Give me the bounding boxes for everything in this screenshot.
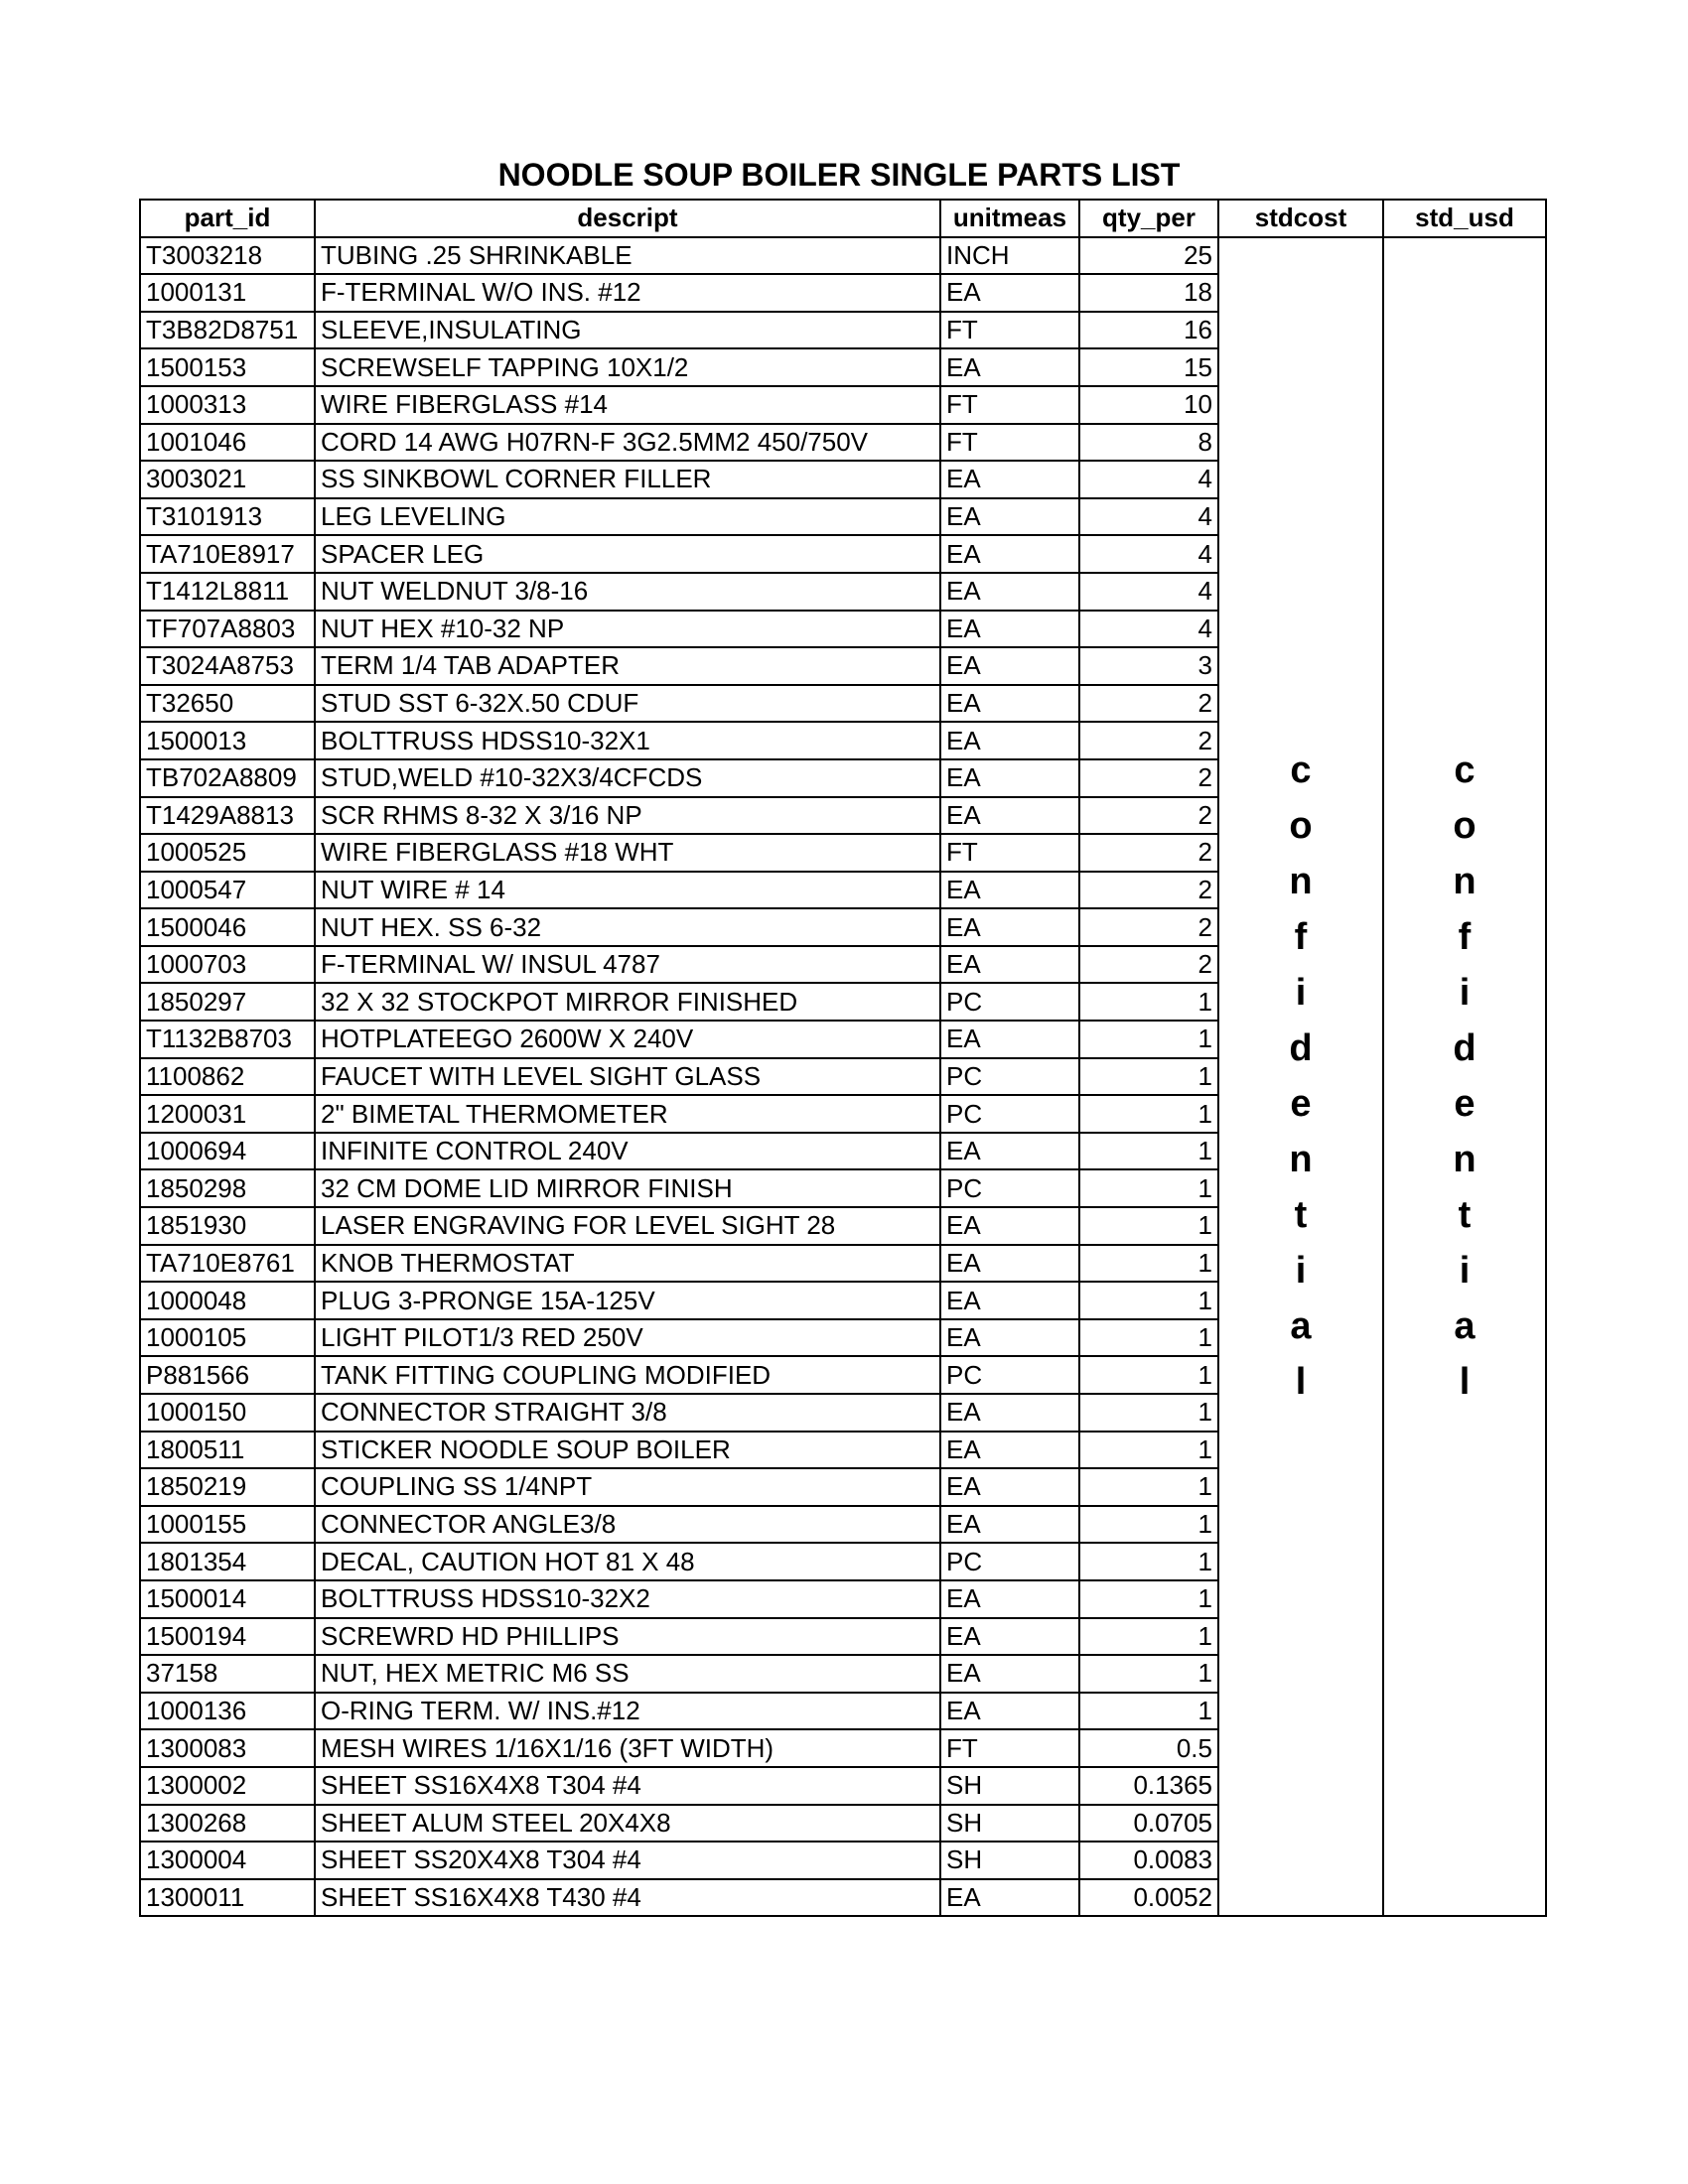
unitmeas-cell: FT bbox=[940, 1729, 1079, 1767]
confidential-letter: f bbox=[1294, 916, 1308, 959]
unitmeas-cell: EA bbox=[940, 535, 1079, 573]
descript-cell: TUBING .25 SHRINKABLE bbox=[315, 237, 940, 275]
descript-cell: SHEET SS20X4X8 T304 #4 bbox=[315, 1842, 940, 1879]
unitmeas-cell: SH bbox=[940, 1805, 1079, 1843]
descript-cell: F-TERMINAL W/ INSUL 4787 bbox=[315, 946, 940, 984]
part-id-cell: 1100862 bbox=[140, 1058, 315, 1096]
descript-cell: SHEET SS16X4X8 T430 #4 bbox=[315, 1879, 940, 1917]
descript-cell: 2" BIMETAL THERMOMETER bbox=[315, 1095, 940, 1133]
unitmeas-cell: EA bbox=[940, 1207, 1079, 1245]
part-id-cell: 1000048 bbox=[140, 1282, 315, 1319]
descript-cell: 32 CM DOME LID MIRROR FINISH bbox=[315, 1169, 940, 1207]
std-usd-confidential-cell bbox=[1383, 237, 1546, 1917]
confidential-letter: i bbox=[1459, 972, 1471, 1015]
stdcost-confidential-cell bbox=[1218, 237, 1383, 1917]
confidential-letter: d bbox=[1289, 1027, 1313, 1070]
unitmeas-cell: SH bbox=[940, 1842, 1079, 1879]
unitmeas-cell: PC bbox=[940, 1095, 1079, 1133]
qty-per-cell: 4 bbox=[1079, 573, 1218, 611]
part-id-cell: 1500013 bbox=[140, 722, 315, 759]
descript-cell: NUT, HEX METRIC M6 SS bbox=[315, 1655, 940, 1693]
descript-cell: SPACER LEG bbox=[315, 535, 940, 573]
unitmeas-cell: EA bbox=[940, 573, 1079, 611]
std-usd-confidential-text bbox=[1453, 743, 1476, 1410]
unitmeas-cell: EA bbox=[940, 1021, 1079, 1058]
descript-cell: F-TERMINAL W/O INS. #12 bbox=[315, 274, 940, 312]
part-id-cell: 1300011 bbox=[140, 1879, 315, 1917]
unitmeas-cell: FT bbox=[940, 834, 1079, 872]
part-id-cell: T1412L8811 bbox=[140, 573, 315, 611]
col-header-stdcost: stdcost bbox=[1218, 200, 1383, 237]
qty-per-cell: 4 bbox=[1079, 611, 1218, 648]
confidential-letter: l bbox=[1459, 1361, 1471, 1404]
descript-cell: STUD SST 6-32X.50 CDUF bbox=[315, 685, 940, 723]
qty-per-cell: 1 bbox=[1079, 1506, 1218, 1544]
confidential-letter: i bbox=[1295, 972, 1307, 1015]
qty-per-cell: 2 bbox=[1079, 797, 1218, 835]
unitmeas-cell: EA bbox=[940, 1693, 1079, 1730]
descript-cell: NUT HEX. SS 6-32 bbox=[315, 908, 940, 946]
part-id-cell: T32650 bbox=[140, 685, 315, 723]
part-id-cell: 1000313 bbox=[140, 386, 315, 424]
part-id-cell: T3101913 bbox=[140, 498, 315, 536]
unitmeas-cell: EA bbox=[940, 1319, 1079, 1357]
part-id-cell: 1850297 bbox=[140, 983, 315, 1021]
col-header-descript: descript bbox=[315, 200, 940, 237]
unitmeas-cell: EA bbox=[940, 1133, 1079, 1170]
qty-per-cell: 2 bbox=[1079, 759, 1218, 797]
unitmeas-cell: EA bbox=[940, 1655, 1079, 1693]
qty-per-cell: 1 bbox=[1079, 1432, 1218, 1469]
part-id-cell: TF707A8803 bbox=[140, 611, 315, 648]
unitmeas-cell: EA bbox=[940, 946, 1079, 984]
stdcost-confidential-text bbox=[1289, 743, 1312, 1410]
confidential-letter: n bbox=[1453, 861, 1477, 903]
unitmeas-cell: EA bbox=[940, 1580, 1079, 1618]
part-id-cell: 1500014 bbox=[140, 1580, 315, 1618]
part-id-cell: 1500046 bbox=[140, 908, 315, 946]
unitmeas-cell: EA bbox=[940, 1506, 1079, 1544]
confidential-letter: i bbox=[1459, 1250, 1471, 1293]
descript-cell: WIRE FIBERGLASS #18 WHT bbox=[315, 834, 940, 872]
qty-per-cell: 1 bbox=[1079, 1356, 1218, 1394]
part-id-cell: 1851930 bbox=[140, 1207, 315, 1245]
part-id-cell: T1429A8813 bbox=[140, 797, 315, 835]
part-id-cell: 1800511 bbox=[140, 1432, 315, 1469]
descript-cell: SHEET SS16X4X8 T304 #4 bbox=[315, 1767, 940, 1805]
qty-per-cell: 1 bbox=[1079, 983, 1218, 1021]
unitmeas-cell: EA bbox=[940, 1468, 1079, 1506]
part-id-cell: 1000694 bbox=[140, 1133, 315, 1170]
part-id-cell: 1000136 bbox=[140, 1693, 315, 1730]
descript-cell: CONNECTOR ANGLE3/8 bbox=[315, 1506, 940, 1544]
confidential-letter: a bbox=[1290, 1305, 1312, 1348]
unitmeas-cell: FT bbox=[940, 386, 1079, 424]
descript-cell: NUT WELDNUT 3/8-16 bbox=[315, 573, 940, 611]
unitmeas-cell: EA bbox=[940, 759, 1079, 797]
descript-cell: BOLTTRUSS HDSS10-32X2 bbox=[315, 1580, 940, 1618]
part-id-cell: 1000155 bbox=[140, 1506, 315, 1544]
qty-per-cell: 1 bbox=[1079, 1319, 1218, 1357]
descript-cell: SCREWSELF TAPPING 10X1/2 bbox=[315, 348, 940, 386]
part-id-cell: 1000525 bbox=[140, 834, 315, 872]
qty-per-cell: 1 bbox=[1079, 1058, 1218, 1096]
unitmeas-cell: EA bbox=[940, 498, 1079, 536]
unitmeas-cell: EA bbox=[940, 1282, 1079, 1319]
descript-cell: TERM 1/4 TAB ADAPTER bbox=[315, 647, 940, 685]
descript-cell: TANK FITTING COUPLING MODIFIED bbox=[315, 1356, 940, 1394]
qty-per-cell: 0.0705 bbox=[1079, 1805, 1218, 1843]
part-id-cell: 1000703 bbox=[140, 946, 315, 984]
qty-per-cell: 18 bbox=[1079, 274, 1218, 312]
unitmeas-cell: EA bbox=[940, 722, 1079, 759]
unitmeas-cell: EA bbox=[940, 685, 1079, 723]
unitmeas-cell: EA bbox=[940, 1618, 1079, 1656]
qty-per-cell: 1 bbox=[1079, 1543, 1218, 1580]
descript-cell: HOTPLATEEGO 2600W X 240V bbox=[315, 1021, 940, 1058]
confidential-letter: i bbox=[1295, 1250, 1307, 1293]
col-header-unitmeas: unitmeas bbox=[940, 200, 1079, 237]
unitmeas-cell: EA bbox=[940, 461, 1079, 498]
part-id-cell: TB702A8809 bbox=[140, 759, 315, 797]
qty-per-cell: 0.5 bbox=[1079, 1729, 1218, 1767]
confidential-letter: c bbox=[1454, 750, 1476, 792]
part-id-cell: 1000547 bbox=[140, 872, 315, 909]
qty-per-cell: 2 bbox=[1079, 722, 1218, 759]
part-id-cell: T1132B8703 bbox=[140, 1021, 315, 1058]
descript-cell: SCR RHMS 8-32 X 3/16 NP bbox=[315, 797, 940, 835]
parts-table bbox=[139, 199, 1547, 1917]
descript-cell: MESH WIRES 1/16X1/16 (3FT WIDTH) bbox=[315, 1729, 940, 1767]
qty-per-cell: 8 bbox=[1079, 424, 1218, 462]
unitmeas-cell: EA bbox=[940, 647, 1079, 685]
unitmeas-cell: PC bbox=[940, 1058, 1079, 1096]
unitmeas-cell: EA bbox=[940, 908, 1079, 946]
descript-cell: STICKER NOODLE SOUP BOILER bbox=[315, 1432, 940, 1469]
confidential-letter: l bbox=[1295, 1361, 1307, 1404]
unitmeas-cell: EA bbox=[940, 1879, 1079, 1917]
qty-per-cell: 1 bbox=[1079, 1095, 1218, 1133]
part-id-cell: 1001046 bbox=[140, 424, 315, 462]
qty-per-cell: 2 bbox=[1079, 834, 1218, 872]
confidential-letter: n bbox=[1289, 1139, 1313, 1181]
qty-per-cell: 1 bbox=[1079, 1282, 1218, 1319]
descript-cell: SS SINKBOWL CORNER FILLER bbox=[315, 461, 940, 498]
part-id-cell: TA710E8761 bbox=[140, 1245, 315, 1283]
qty-per-cell: 2 bbox=[1079, 872, 1218, 909]
part-id-cell: 1500153 bbox=[140, 348, 315, 386]
parts-body bbox=[140, 237, 1546, 1917]
part-id-cell: 1300002 bbox=[140, 1767, 315, 1805]
col-header-qty-per: qty_per bbox=[1079, 200, 1218, 237]
descript-cell: LASER ENGRAVING FOR LEVEL SIGHT 28 bbox=[315, 1207, 940, 1245]
descript-cell: LEG LEVELING bbox=[315, 498, 940, 536]
descript-cell: KNOB THERMOSTAT bbox=[315, 1245, 940, 1283]
unitmeas-cell: FT bbox=[940, 424, 1079, 462]
descript-cell: WIRE FIBERGLASS #14 bbox=[315, 386, 940, 424]
page-title: NOODLE SOUP BOILER SINGLE PARTS LIST bbox=[497, 157, 1181, 193]
part-id-cell: 1801354 bbox=[140, 1543, 315, 1580]
unitmeas-cell: EA bbox=[940, 348, 1079, 386]
col-header-part-id: part_id bbox=[140, 200, 315, 237]
descript-cell: PLUG 3-PRONGE 15A-125V bbox=[315, 1282, 940, 1319]
qty-per-cell: 1 bbox=[1079, 1580, 1218, 1618]
part-id-cell: T3003218 bbox=[140, 237, 315, 275]
part-id-cell: 1300004 bbox=[140, 1842, 315, 1879]
descript-cell: CONNECTOR STRAIGHT 3/8 bbox=[315, 1394, 940, 1432]
confidential-letter: o bbox=[1453, 805, 1477, 848]
descript-cell: 32 X 32 STOCKPOT MIRROR FINISHED bbox=[315, 983, 940, 1021]
part-id-cell: T3024A8753 bbox=[140, 647, 315, 685]
descript-cell: SCREWRD HD PHILLIPS bbox=[315, 1618, 940, 1656]
descript-cell: NUT HEX #10-32 NP bbox=[315, 611, 940, 648]
qty-per-cell: 3 bbox=[1079, 647, 1218, 685]
qty-per-cell: 4 bbox=[1079, 535, 1218, 573]
confidential-letter: t bbox=[1458, 1194, 1472, 1237]
descript-cell: BOLTTRUSS HDSS10-32X1 bbox=[315, 722, 940, 759]
qty-per-cell: 1 bbox=[1079, 1245, 1218, 1283]
qty-per-cell: 2 bbox=[1079, 946, 1218, 984]
unitmeas-cell: PC bbox=[940, 1169, 1079, 1207]
confidential-letter: a bbox=[1454, 1305, 1476, 1348]
descript-cell: SLEEVE,INSULATING bbox=[315, 312, 940, 349]
descript-cell: O-RING TERM. W/ INS.#12 bbox=[315, 1693, 940, 1730]
part-id-cell: 1500194 bbox=[140, 1618, 315, 1656]
qty-per-cell: 4 bbox=[1079, 461, 1218, 498]
descript-cell: NUT WIRE # 14 bbox=[315, 872, 940, 909]
confidential-letter: t bbox=[1294, 1194, 1308, 1237]
confidential-letter: e bbox=[1454, 1083, 1476, 1126]
unitmeas-cell: INCH bbox=[940, 237, 1079, 275]
confidential-letter: e bbox=[1290, 1083, 1312, 1126]
qty-per-cell: 0.1365 bbox=[1079, 1767, 1218, 1805]
qty-per-cell: 1 bbox=[1079, 1468, 1218, 1506]
part-id-cell: 1850219 bbox=[140, 1468, 315, 1506]
qty-per-cell: 25 bbox=[1079, 237, 1218, 275]
qty-per-cell: 0.0052 bbox=[1079, 1879, 1218, 1917]
qty-per-cell: 1 bbox=[1079, 1207, 1218, 1245]
unitmeas-cell: SH bbox=[940, 1767, 1079, 1805]
qty-per-cell: 1 bbox=[1079, 1655, 1218, 1693]
unitmeas-cell: EA bbox=[940, 611, 1079, 648]
qty-per-cell: 1 bbox=[1079, 1618, 1218, 1656]
confidential-letter: n bbox=[1453, 1139, 1477, 1181]
confidential-letter: f bbox=[1458, 916, 1472, 959]
unitmeas-cell: PC bbox=[940, 1543, 1079, 1580]
qty-per-cell: 1 bbox=[1079, 1394, 1218, 1432]
qty-per-cell: 1 bbox=[1079, 1021, 1218, 1058]
descript-cell: DECAL, CAUTION HOT 81 X 48 bbox=[315, 1543, 940, 1580]
descript-cell: COUPLING SS 1/4NPT bbox=[315, 1468, 940, 1506]
unitmeas-cell: EA bbox=[940, 797, 1079, 835]
unitmeas-cell: FT bbox=[940, 312, 1079, 349]
qty-per-cell: 16 bbox=[1079, 312, 1218, 349]
qty-per-cell: 2 bbox=[1079, 908, 1218, 946]
part-id-cell: 1300083 bbox=[140, 1729, 315, 1767]
descript-cell: SHEET ALUM STEEL 20X4X8 bbox=[315, 1805, 940, 1843]
qty-per-cell: 1 bbox=[1079, 1133, 1218, 1170]
unitmeas-cell: PC bbox=[940, 1356, 1079, 1394]
unitmeas-cell: EA bbox=[940, 1245, 1079, 1283]
part-id-cell: 1000150 bbox=[140, 1394, 315, 1432]
unitmeas-cell: EA bbox=[940, 274, 1079, 312]
qty-per-cell: 15 bbox=[1079, 348, 1218, 386]
confidential-letter: c bbox=[1290, 750, 1312, 792]
qty-per-cell: 1 bbox=[1079, 1169, 1218, 1207]
col-header-std-usd: std_usd bbox=[1383, 200, 1546, 237]
descript-cell: CORD 14 AWG H07RN-F 3G2.5MM2 450/750V bbox=[315, 424, 940, 462]
part-id-cell: 1000131 bbox=[140, 274, 315, 312]
descript-cell: FAUCET WITH LEVEL SIGHT GLASS bbox=[315, 1058, 940, 1096]
qty-per-cell: 1 bbox=[1079, 1693, 1218, 1730]
part-id-cell: P881566 bbox=[140, 1356, 315, 1394]
part-id-cell: 1000105 bbox=[140, 1319, 315, 1357]
unitmeas-cell: EA bbox=[940, 1432, 1079, 1469]
qty-per-cell: 10 bbox=[1079, 386, 1218, 424]
descript-cell: INFINITE CONTROL 240V bbox=[315, 1133, 940, 1170]
part-id-cell: 1200031 bbox=[140, 1095, 315, 1133]
table-row bbox=[140, 237, 1546, 275]
confidential-letter: d bbox=[1453, 1027, 1477, 1070]
unitmeas-cell: EA bbox=[940, 872, 1079, 909]
part-id-cell: 3003021 bbox=[140, 461, 315, 498]
descript-cell: STUD,WELD #10-32X3/4CFCDS bbox=[315, 759, 940, 797]
qty-per-cell: 2 bbox=[1079, 685, 1218, 723]
part-id-cell: 1850298 bbox=[140, 1169, 315, 1207]
confidential-letter: n bbox=[1289, 861, 1313, 903]
unitmeas-cell: PC bbox=[940, 983, 1079, 1021]
part-id-cell: 37158 bbox=[140, 1655, 315, 1693]
header-row bbox=[140, 200, 1546, 237]
qty-per-cell: 4 bbox=[1079, 498, 1218, 536]
unitmeas-cell: EA bbox=[940, 1394, 1079, 1432]
part-id-cell: TA710E8917 bbox=[140, 535, 315, 573]
descript-cell: LIGHT PILOT1/3 RED 250V bbox=[315, 1319, 940, 1357]
part-id-cell: T3B82D8751 bbox=[140, 312, 315, 349]
qty-per-cell: 0.0083 bbox=[1079, 1842, 1218, 1879]
confidential-letter: o bbox=[1289, 805, 1313, 848]
part-id-cell: 1300268 bbox=[140, 1805, 315, 1843]
